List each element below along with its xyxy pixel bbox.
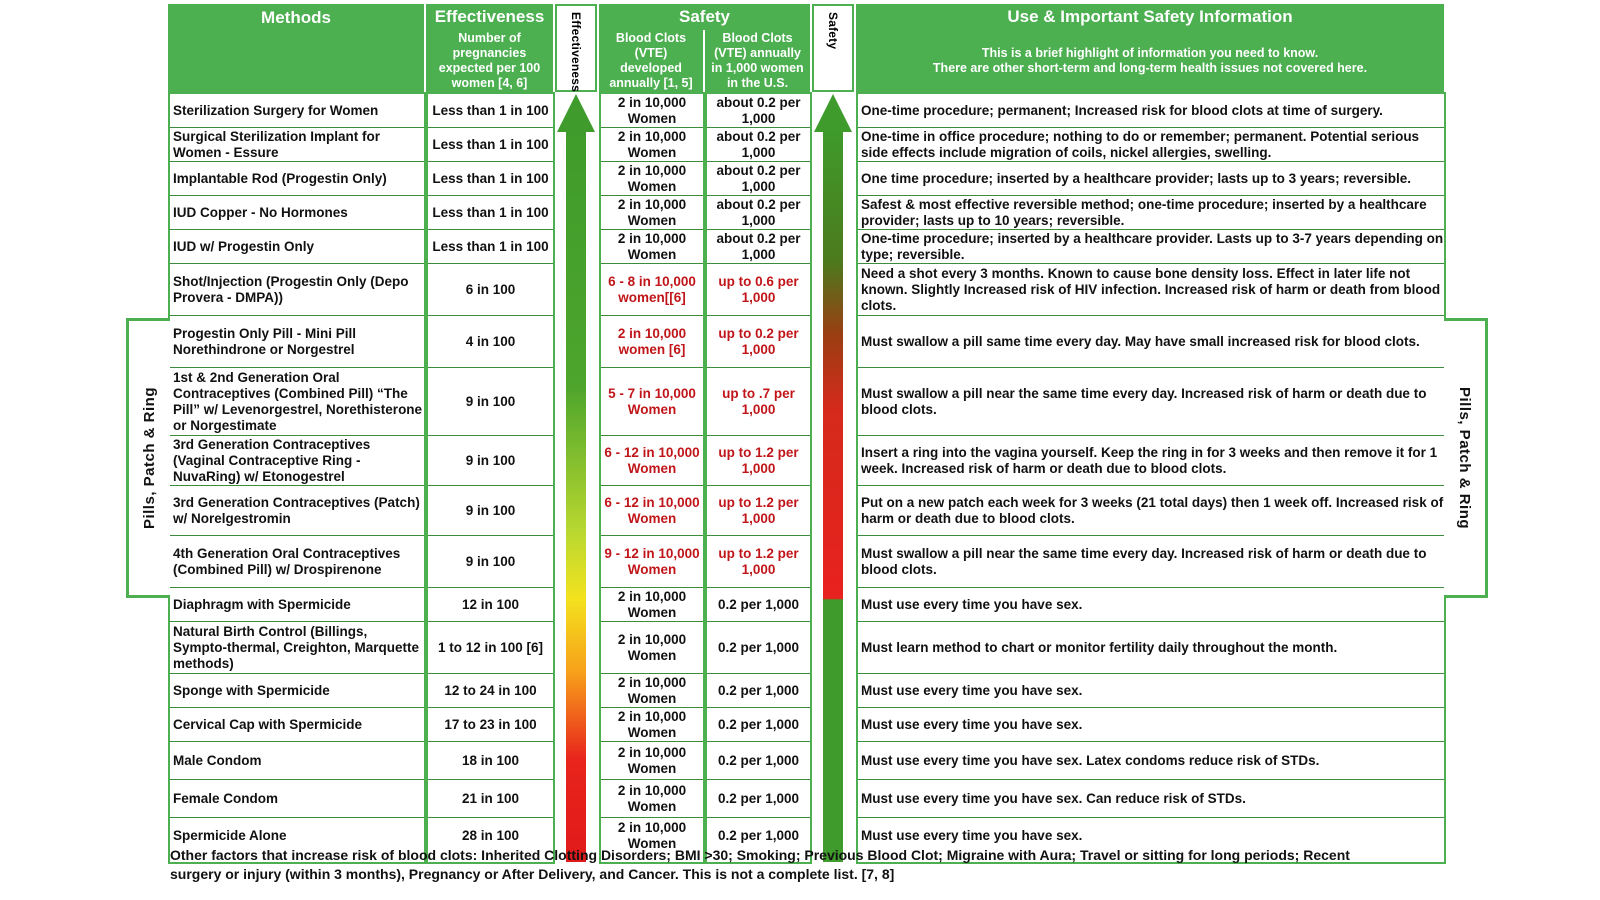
header-effectiveness-sub [426, 30, 553, 92]
methods-column [168, 92, 426, 864]
pills-patch-ring-bracket-right [1444, 318, 1488, 598]
us-rate-cell: 0.2 per 1,000 [707, 742, 810, 780]
effectiveness-cell: Less than 1 in 100 [428, 196, 553, 230]
use-info-cell: Need a shot every 3 months. Known to cause bone density loss. Effect in later life not known. Slightly Increased risk of HIV infection. Increased risk of harm or death from blood clots. [858, 264, 1444, 316]
effectiveness-column [426, 92, 555, 864]
vte-cell: 2 in 10,000 Women [601, 588, 703, 622]
us-rate-cell: 0.2 per 1,000 [717, 828, 800, 843]
use-info-cell: Must use every time you have sex. [858, 588, 1444, 622]
header-safety-vte-label: Blood Clots (VTE) developed annually [1, 5] [609, 31, 693, 90]
vte-cell: 6 - 8 in 10,000 women[[6] [601, 264, 703, 316]
us-rate-cell: up to .7 per 1,000 [707, 368, 810, 436]
header-use-info-sub-line-2: There are other short-term and long-term health issues not covered here. [932, 61, 1368, 75]
us-rate-cell: about 0.2 per 1,000 [707, 128, 810, 162]
vte-cell: 2 in 10,000 Women [601, 622, 703, 674]
vte-cell: 6 - 12 in 10,000 Women [601, 436, 703, 486]
footer-note: Other factors that increase risk of blood clots: Inherited Clotting Disorders; BMI >30; Smoking; Previous Blood Clot; Migraine with Aura; Travel or sitting for long periods; Recent surgery or injury (within 3 months), Pregnancy or After Delivery, and Cancer. This is not a complete list. [7, 8] [170, 847, 1350, 882]
use-info-cell: Must use every time you have sex. [858, 708, 1444, 742]
use-info-cell: Must use every time you have sex. Latex condoms reduce risk of STDs. [858, 742, 1444, 780]
us-rate-cell: about 0.2 per 1,000 [707, 94, 810, 128]
effectiveness-cell: 9 in 100 [428, 368, 553, 436]
header-methods [168, 4, 424, 92]
effectiveness-cell: 12 to 24 in 100 [428, 674, 553, 708]
header-effectiveness-vertical-label: Effectiveness [569, 12, 583, 92]
use-info-cell: Must use every time you have sex. [858, 674, 1444, 708]
effectiveness-cell: 4 in 100 [428, 316, 553, 368]
vte-column [599, 92, 705, 864]
vte-cell: 9 - 12 in 10,000 Women [601, 536, 703, 588]
use-info-cell: Must use every time you have sex. Can reduce risk of STDs. [858, 780, 1444, 818]
header-effectiveness-vertical [555, 4, 597, 92]
use-info-cell: Must swallow a pill near the same time every day. Increased risk of harm or death due to blood clots. [858, 368, 1444, 436]
header-safety-vertical-label: Safety [826, 12, 840, 50]
vte-cell: 2 in 10,000 Women [601, 128, 703, 162]
effectiveness-cell: 9 in 100 [428, 436, 553, 486]
header-safety-us [705, 30, 810, 92]
header-safety-label: Safety [678, 7, 731, 26]
header-effectiveness-label: Effectiveness [434, 7, 545, 26]
vte-cell: 2 in 10,000 Women [601, 230, 703, 264]
header-safety-us-label: Blood Clots (VTE) annually in 1,000 women in the U.S. [711, 31, 804, 90]
method-cell: Natural Birth Control (Billings, Sympto-thermal, Creighton, Marquette methods) [170, 622, 424, 674]
use-info-cell: One-time procedure; permanent; Increased risk for blood clots at time of surgery. [858, 94, 1444, 128]
method-cell: Male Condom [170, 742, 424, 780]
header-use-info-sub [856, 30, 1444, 92]
header-safety-vte [599, 30, 703, 92]
method-cell: 1st & 2nd Generation Oral Contraceptives (Combined Pill) “The Pill” w/ Levenorgestrel, Norethisterone or Norgestimate [170, 368, 424, 436]
header-effectiveness [426, 4, 553, 30]
us-rate-cell: 0.2 per 1,000 [707, 674, 810, 708]
us-rate-cell: up to 0.2 per 1,000 [707, 316, 810, 368]
method-cell: 4th Generation Oral Contraceptives (Combined Pill) w/ Drospirenone [170, 536, 424, 588]
pills-patch-ring-bracket-left [126, 318, 170, 598]
method-cell: Sterilization Surgery for Women [170, 94, 424, 128]
header-use-info-sub-line-1: This is a brief highlight of information you need to know. [981, 46, 1319, 60]
method-cell: Shot/Injection (Progestin Only (Depo Provera - DMPA)) [170, 264, 424, 316]
us-rate-cell: 0.2 per 1,000 [707, 588, 810, 622]
us-rate-cell: up to 0.6 per 1,000 [707, 264, 810, 316]
method-cell: Female Condom [170, 780, 424, 818]
effectiveness-cell: 9 in 100 [428, 486, 553, 536]
method-cell: IUD w/ Progestin Only [170, 230, 424, 264]
effectiveness-cell: 9 in 100 [428, 536, 553, 588]
header-use-info-label: Use & Important Safety Information [1007, 7, 1293, 26]
us-rate-cell: about 0.2 per 1,000 [707, 230, 810, 264]
method-cell: 3rd Generation Contraceptives (Patch) w/ Norelgestromin [170, 486, 424, 536]
header-use-info [856, 4, 1444, 30]
vte-cell: 2 in 10,000 Women [617, 820, 687, 851]
us-rate-cell: 0.2 per 1,000 [707, 708, 810, 742]
vte-cell: 2 in 10,000 Women [601, 708, 703, 742]
effectiveness-cell: 12 in 100 [428, 588, 553, 622]
use-info-cell: Must learn method to chart or monitor fertility daily throughout the month. [858, 622, 1444, 674]
use-info-cell: Insert a ring into the vagina yourself. Keep the ring in for 3 weeks and then remove it for 1 week. Increased risk of harm or death due to blood clots. [858, 436, 1444, 486]
method-cell: Diaphragm with Spermicide [170, 588, 424, 622]
vte-cell: 2 in 10,000 Women [601, 742, 703, 780]
us-rate-cell: about 0.2 per 1,000 [707, 162, 810, 196]
method-cell: Surgical Sterilization Implant for Women - Essure [170, 128, 424, 162]
us-rate-column [705, 92, 812, 864]
vte-cell: 2 in 10,000 women [6] [601, 316, 703, 368]
header-effectiveness-sub-label: Number of pregnancies expected per 100 women [4, 6] [438, 31, 541, 90]
effectiveness-cell: 1 to 12 in 100 [6] [428, 622, 553, 674]
header-safety-vertical [812, 4, 854, 92]
effectiveness-cell: 28 in 100 [461, 828, 520, 843]
safety-gradient-bar [823, 130, 843, 862]
effectiveness-cell: Less than 1 in 100 [428, 230, 553, 264]
method-cell: Progestin Only Pill - Mini Pill Norethindrone or Norgestrel [170, 316, 424, 368]
use-info-cell: One time procedure; inserted by a healthcare provider; lasts up to 3 years; reversible. [858, 162, 1444, 196]
method-cell: Implantable Rod (Progestin Only) [170, 162, 424, 196]
vte-cell: 2 in 10,000 Women [601, 674, 703, 708]
use-info-cell: Must swallow a pill same time every day. May have small increased risk for blood clots. [858, 316, 1444, 368]
us-rate-cell: up to 1.2 per 1,000 [707, 486, 810, 536]
method-cell: Cervical Cap with Spermicide [170, 708, 424, 742]
us-rate-cell: up to 1.2 per 1,000 [707, 536, 810, 588]
effectiveness-cell: Less than 1 in 100 [428, 128, 553, 162]
vte-cell: 2 in 10,000 Women [601, 162, 703, 196]
use-info-cell: Put on a new patch each week for 3 weeks (21 total days) then 1 week off. Increased risk of harm or death due to blood clots. [858, 486, 1444, 536]
vte-cell: 2 in 10,000 Women [601, 94, 703, 128]
effectiveness-cell: 6 in 100 [428, 264, 553, 316]
effectiveness-cell: 21 in 100 [428, 780, 553, 818]
pills-patch-ring-label-left: Pills, Patch & Ring [141, 386, 158, 530]
method-cell: Sponge with Spermicide [170, 674, 424, 708]
pills-patch-ring-label-right: Pills, Patch & Ring [1456, 386, 1473, 530]
header-safety [599, 4, 810, 30]
use-info-cell: Must swallow a pill near the same time every day. Increased risk of harm or death due to blood clots. [858, 536, 1444, 588]
effectiveness-gradient-bar [566, 130, 586, 862]
us-rate-cell: up to 1.2 per 1,000 [707, 436, 810, 486]
use-info-cell: One-time procedure; inserted by a healthcare provider. Lasts up to 3-7 years depending on type; reversible. [858, 230, 1444, 264]
vte-cell: 5 - 7 in 10,000 Women [601, 368, 703, 436]
header-methods-label: Methods [261, 8, 331, 27]
effectiveness-cell: Less than 1 in 100 [428, 94, 553, 128]
use-info-cell: One-time in office procedure; nothing to do or remember; permanent. Potential serious side effects include migration of coils, nickel allergies, swelling. [858, 128, 1444, 162]
use-info-cell: Safest & most effective reversible method; one-time procedure; inserted by a healthcare provider; lasts up to 10 years; reversible. [858, 196, 1444, 230]
vte-cell: 2 in 10,000 Women [601, 196, 703, 230]
use-info-column [856, 92, 1446, 864]
safety-arrow-icon [814, 94, 852, 132]
us-rate-cell: 0.2 per 1,000 [707, 780, 810, 818]
us-rate-cell: about 0.2 per 1,000 [707, 196, 810, 230]
vte-cell: 2 in 10,000 Women [601, 780, 703, 818]
vte-cell: 6 - 12 in 10,000 Women [601, 486, 703, 536]
use-info-cell: Must use every time you have sex. [861, 828, 1083, 843]
method-cell: 3rd Generation Contraceptives (Vaginal Contraceptive Ring - NuvaRing) w/ Etonogestrel [170, 436, 424, 486]
us-rate-cell: 0.2 per 1,000 [707, 622, 810, 674]
effectiveness-cell: Less than 1 in 100 [428, 162, 553, 196]
effectiveness-arrow-icon [557, 94, 595, 132]
method-cell: Spermicide Alone [173, 828, 287, 843]
method-cell: IUD Copper - No Hormones [170, 196, 424, 230]
effectiveness-cell: 18 in 100 [428, 742, 553, 780]
effectiveness-cell: 17 to 23 in 100 [428, 708, 553, 742]
